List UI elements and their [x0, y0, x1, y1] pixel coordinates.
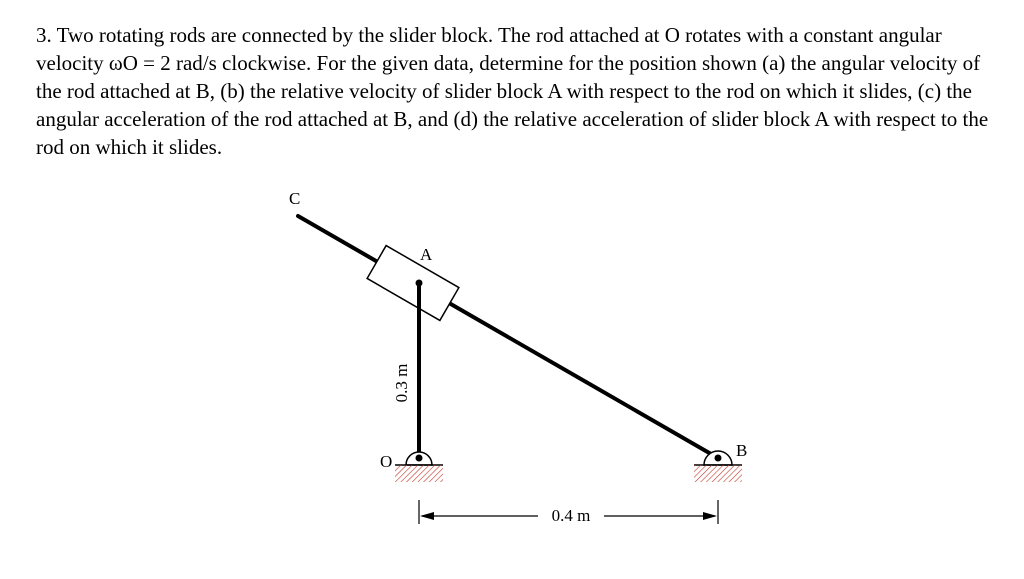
pin-support-b	[694, 451, 742, 482]
pin-support-o	[395, 452, 443, 482]
rod-cb	[298, 216, 718, 458]
label-a: A	[420, 245, 433, 264]
dimension-horizontal-label: 0.4 m	[551, 506, 591, 525]
dimension-vertical-label: 0.3 m	[392, 363, 411, 403]
label-c: C	[289, 189, 301, 208]
slider-block-a	[367, 246, 459, 321]
problem-statement: 3. Two rotating rods are connected by the slider block. The rod attached at O rotates with a constant angular velocity ωO = 2 rad/s clockwise. For the given data, determine for the position shown (a) the angular velocity of the rod attached at B, (b) the relative velocity of slider block A with respect to the rod on which it slides, (c) the angular acceleration of the rod attached at B, and (d) the relative acceleration of slider block A with respect to the rod on which it slides.	[36, 23, 989, 159]
label-o: O	[380, 452, 393, 471]
label-b: B	[736, 441, 748, 460]
pin-a	[416, 280, 423, 287]
